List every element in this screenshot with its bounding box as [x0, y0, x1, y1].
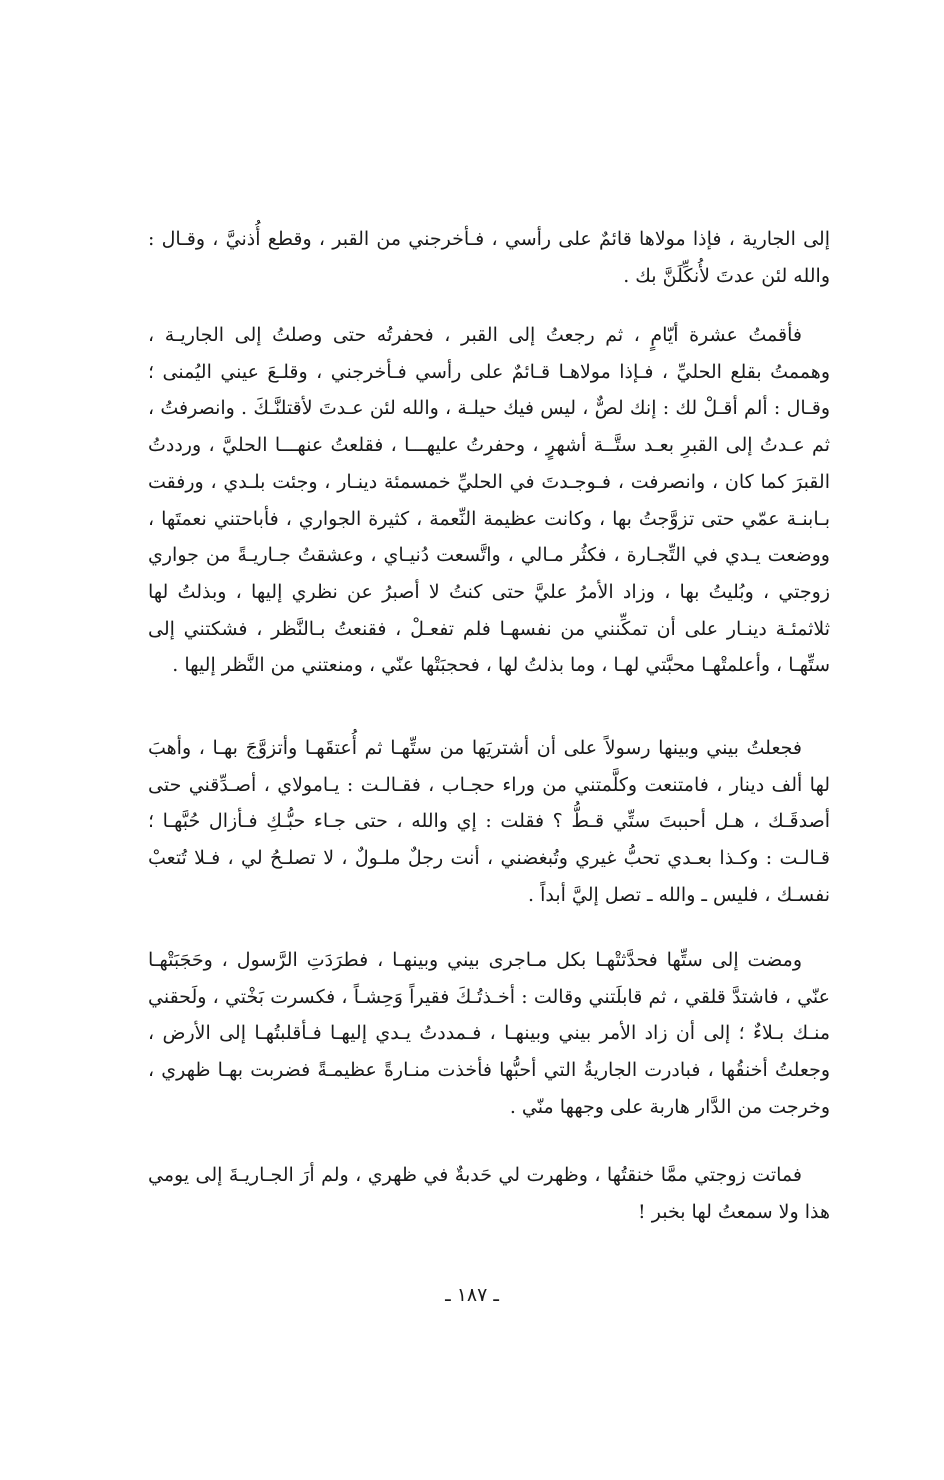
- paragraph-4: ومضت إلى ستِّها فحدَّثتْهـا بكل مـاجرى بيني وبينهـا ، فطرَدَتِ الرَّسول ، وحَجَبَتْهـا عنّي ، فاشتدَّ قلقي ، ثم قابلَتني وقالت : أخـذتُـكَ فقيراً وَحِشـاً ، فكسرت بَخْتي ، ولَحقني منـك بـلاءٌ ؛ إلى أن زاد الأمر بيني وبينهـا ، فـمددتُ يـدي إليهـا فـأقلبتُهـا إلى الأرض ، وجعلتُ أخنقُها ، فبادرت الجاريةُ التي أحبُّها فأخذت منـارةً عظيمـةً فضربت بهـا ظهري ، وخرجت من الدَّار هاربة على وجهها منّي .: [148, 949, 830, 1118]
- paragraph-3: فجعلتُ بيني وبينها رسولاً على أن أشتريَها من ستِّهـا ثم أُعتقَهـا وأتزوَّجَ بهـا ، وأهبَ لها ألف دينار ، فامتنعت وكلَّمتني من وراء حجـاب ، فقـالـت : يـامولاي ، أصـدِّقني حتى أصدقَـك ، هـل أحببتَ ستِّي قـطُّ ؟ فقلت : إي والله ، حتى جـاء حبُّـكِ فـأزال حُبَّهـا ؛ قـالـت : وكـذا بعـدي تحبُّ غيري وتُبغضني ، أنت رجلٌ ملـولٌ ، لا تصلـحُ لي ، فـلا تُتعبْ نفسـك ، فليس ـ والله ـ تصل إليَّ أبداً .: [148, 737, 830, 906]
- page-number: ـ ١٨٧ ـ: [445, 1284, 499, 1306]
- paragraph-2: فأقمتُ عشرة أيّامٍ ، ثم رجعتُ إلى القبر ، فحفرتُه حتى وصلتُ إلى الجاريـة ، وهممتُ بقلع الحليِّ ، فـإذا مولاهـا قـائمٌ على رأسي فـأخرجني ، وقلـعَ عيني اليُمنى ؛ وقـال : ألم أقـلْ لك : إنك لصٌّ ، ليس فيك حيلـة ، والله لئن عـدتَ لأقتلنَّـكَ . وانصرفتُ ، ثم عـدتُ إلى القبرِ بعـد ستَّــة أشهرٍ ، وحفرتُ عليهـــا ، فقلعتُ عنهـــا الحليَّ ، ورددتُ القبرَ كما كان ، وانصرفت ، فـوجـدتَ في الحليِّ خمسمئة دينـار ، وجئت بلـدي ، ورفقت بـابنـة عمّي حتى تزوَّجتُ بها ، وكانت عظيمة النِّعمة ، كثيرة الجواري ، فأباحتني نعمتَها ، ووضعت يـدي في التِّجـارة ، فكثُر مـالي ، واتَّسعت دُنيـاي ، وعشقتُ جـاريـةً من جواري زوجتي ، وبُليتُ بها ، وزاد الأمرُ عليَّ حتى كنتُ لا أصبرُ عن نظري إليها ، وبذلتُ لها ثلاثمئـة دينـار على أن تمكِّنني من نفسهـا فلم تفعـلْ ، فقنعتُ بـالنَّظر ، فشكتني إلى ستِّهـا ، وأعلمتْهـا محبَّتي لهـا ، وما بذلتُ لها ، فحجبَتْها عنّي ، ومنعتني من النَّظر إليها .: [148, 324, 830, 677]
- paragraph-1: إلى الجارية ، فإذا مولاها قائمٌ على رأسي ، فـأخرجني من القبر ، وقطع أُذنيَّ ، وقـال : والله لئن عدتَ لأُنكِّلَنَّ بك .: [148, 228, 830, 287]
- paragraph-5: فماتت زوجتي ممَّا خنقتُها ، وظهرت لي حَدبةٌ في ظهري ، ولم أرَ الجـاريـةَ إلى يومي هذا ولا سمعتُ لها بخبر !: [148, 1164, 830, 1223]
